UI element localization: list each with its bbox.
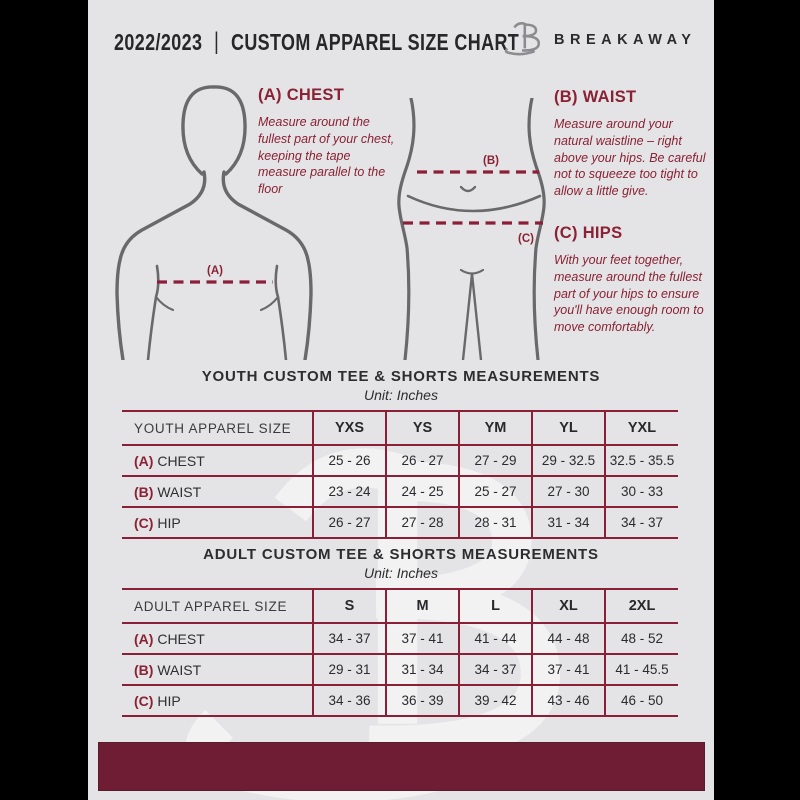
measurement-value-cell: 37 - 41 — [532, 654, 605, 685]
size-header-cell: XL — [532, 589, 605, 623]
adult-section-title: ADULT CUSTOM TEE & SHORTS MEASUREMENTS — [203, 546, 599, 563]
waist-line-label: (B) — [483, 155, 499, 167]
figure-outline — [399, 98, 544, 360]
measurement-value-cell: 26 - 27 — [386, 445, 459, 476]
measurement-value-cell: 28 - 31 — [459, 507, 532, 538]
measurement-value-cell: 27 - 30 — [532, 476, 605, 507]
waist-guide-text: Measure around your natural waistline – right above your hips. Be careful not to squeeze too tight to allow a little give. — [554, 117, 706, 198]
row-letter: (B) — [134, 661, 154, 678]
measurement-value-cell: 24 - 25 — [386, 476, 459, 507]
row-letter: (B) — [134, 483, 154, 500]
size-header-cell: M — [386, 589, 459, 623]
measurement-label-cell: (A) CHEST — [122, 445, 313, 476]
hip-line-label: (C) — [518, 233, 534, 245]
measurement-value-cell: 32.5 - 35.5 — [605, 445, 678, 476]
row-letter: (A) — [134, 630, 154, 647]
measurement-value-cell: 31 - 34 — [532, 507, 605, 538]
table-row — [122, 623, 678, 654]
measurement-value-cell: 31 - 34 — [386, 654, 459, 685]
measurement-value-cell: 44 - 48 — [532, 623, 605, 654]
measurement-value-cell: 27 - 28 — [386, 507, 459, 538]
measurement-value-cell: 34 - 37 — [605, 507, 678, 538]
measurement-label-cell: (A) CHEST — [122, 623, 313, 654]
size-header-cell: YXL — [605, 411, 678, 445]
youth-section — [122, 368, 680, 539]
measurement-value-cell: 39 - 42 — [459, 685, 532, 716]
title-divider: | — [214, 28, 220, 55]
measurement-label-cell: (B) WAIST — [122, 654, 313, 685]
table-header-row — [122, 411, 678, 445]
chest-guide — [258, 86, 398, 198]
hips-guide-heading: (C) HIPS — [554, 224, 623, 242]
table-row — [122, 476, 678, 507]
chest-guide-heading: (A) CHEST — [258, 86, 345, 104]
measurement-value-cell: 26 - 27 — [313, 507, 386, 538]
waist-guide — [554, 88, 708, 200]
brand-logo-group — [501, 18, 696, 62]
lower-body-figure — [395, 98, 548, 360]
hips-guide — [554, 224, 714, 336]
size-header-cell: L — [459, 589, 532, 623]
measurement-value-cell: 43 - 46 — [532, 685, 605, 716]
measurement-label-cell: (B) WAIST — [122, 476, 313, 507]
measurement-value-cell: 29 - 31 — [313, 654, 386, 685]
measurement-value-cell: 34 - 37 — [313, 623, 386, 654]
measurement-value-cell: 25 - 26 — [313, 445, 386, 476]
youth-section-title: YOUTH CUSTOM TEE & SHORTS MEASUREMENTS — [201, 368, 601, 385]
adult-size-table — [122, 588, 678, 717]
row-letter: (C) — [134, 692, 154, 709]
table-row — [122, 654, 678, 685]
measurement-value-cell: 29 - 32.5 — [532, 445, 605, 476]
youth-section-unit: Unit: Inches — [364, 387, 438, 403]
table-row — [122, 507, 678, 538]
measurement-value-cell: 27 - 29 — [459, 445, 532, 476]
measurement-value-cell: 37 - 41 — [386, 623, 459, 654]
size-header-cell: YS — [386, 411, 459, 445]
row-letter: (A) — [134, 452, 154, 469]
footer-bar — [98, 742, 705, 791]
size-header-cell: YXS — [313, 411, 386, 445]
size-header-cell: YL — [532, 411, 605, 445]
brand-name: BREAKAWAY — [554, 32, 697, 48]
measurement-value-cell: 23 - 24 — [313, 476, 386, 507]
measurement-value-cell: 41 - 45.5 — [605, 654, 678, 685]
measurement-value-cell: 25 - 27 — [459, 476, 532, 507]
title-year: 2022/2023 — [114, 28, 203, 55]
measurement-value-cell: 34 - 37 — [459, 654, 532, 685]
chest-guide-text: Measure around the fullest part of your chest, keeping the tape measure parallel to the floor — [258, 115, 395, 196]
page-content-area — [88, 0, 714, 800]
measurement-value-cell: 30 - 33 — [605, 476, 678, 507]
table-header-label: YOUTH APPAREL SIZE — [122, 411, 313, 445]
chest-line-label: (A) — [207, 265, 223, 277]
measurement-value-cell: 36 - 39 — [386, 685, 459, 716]
size-header-cell: S — [313, 589, 386, 623]
page-title — [114, 28, 519, 56]
adult-section-unit: Unit: Inches — [364, 565, 438, 581]
hips-guide-text: With your feet together, measure around the fullest part of your hips to ensure you'll have enough room to move comfortably. — [554, 253, 704, 334]
youth-size-table — [122, 410, 678, 539]
table-row — [122, 685, 678, 716]
measurement-value-cell: 48 - 52 — [605, 623, 678, 654]
size-header-cell: YM — [459, 411, 532, 445]
breakaway-b-logo-icon — [501, 18, 543, 62]
size-header-cell: 2XL — [605, 589, 678, 623]
title-text: CUSTOM APPAREL SIZE CHART — [230, 28, 520, 55]
waist-guide-heading: (B) WAIST — [554, 88, 637, 106]
measurement-value-cell: 46 - 50 — [605, 685, 678, 716]
measurement-label-cell: (C) HIP — [122, 507, 313, 538]
table-row — [122, 445, 678, 476]
table-header-row — [122, 589, 678, 623]
measurement-label-cell: (C) HIP — [122, 685, 313, 716]
table-header-label: ADULT APPAREL SIZE — [122, 589, 313, 623]
measurement-value-cell: 34 - 36 — [313, 685, 386, 716]
row-letter: (C) — [134, 514, 154, 531]
adult-section — [122, 546, 680, 717]
measurement-value-cell: 41 - 44 — [459, 623, 532, 654]
